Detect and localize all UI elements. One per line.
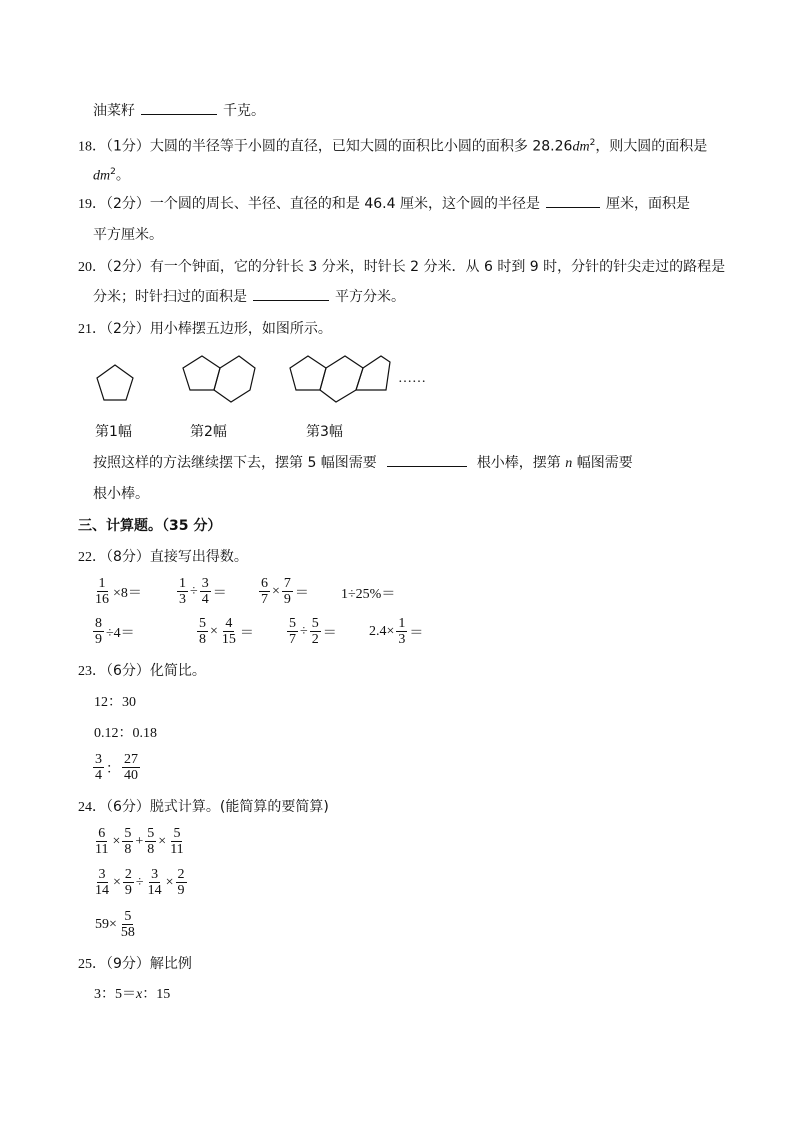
q21-caption-1: 第1幅 [95, 424, 132, 440]
q18-unit-2: dm [93, 168, 111, 184]
q22-item-a3: $\frac{6}{7}$ × $\frac{7}{9}$ ＝ [261, 576, 309, 607]
q22-item-b3: $\frac{5}{7}$ ÷ $\frac{5}{2}$ ＝ [289, 616, 337, 647]
q22-item-a4: 1÷25%＝ [341, 587, 396, 602]
q21-text-b: 根小棒，摆第 [476, 455, 561, 471]
q18-line2 [93, 163, 130, 186]
q17-tail [93, 102, 265, 120]
q19-line1 [78, 195, 690, 214]
q18-sup-2: 2 [110, 167, 116, 177]
q21-text-c: 幅图需要 [576, 455, 633, 471]
q19-text-2: 平方厘米。 [93, 227, 163, 243]
pentagon-fig3-right [356, 356, 390, 390]
q19-number: 19． [78, 197, 106, 212]
q22-item-a1: $\frac{1}{16}$ ×8＝ [95, 576, 142, 607]
q20-answer-blank[interactable] [253, 288, 329, 301]
q23-text: 化简比。 [149, 663, 206, 679]
q21-line2 [93, 454, 633, 473]
q25-number: 25． [78, 957, 106, 972]
q21-text-a: 按照这样的方法继续摆下去，摆第 5 幅图需要 [93, 455, 377, 471]
q24-score: （6分） [106, 799, 150, 815]
q18-number: 18． [78, 139, 106, 155]
q17-text-tail: 千克。 [223, 103, 265, 119]
q18-sup: 2 [589, 138, 596, 148]
q22-number: 22． [78, 550, 106, 565]
q19-text: 一个圆的周长、半径、直径的和是 46.4 厘米，这个圆的半径是 [149, 196, 540, 212]
q18-score: （1分） [106, 138, 150, 155]
q22-score: （8分） [106, 549, 150, 565]
q23-ratio-1: 12：30 [94, 695, 136, 710]
q20-text-2a: 分米；时针扫过的面积是 [93, 289, 247, 305]
q25-score: （9分） [106, 956, 150, 972]
q24-expr-3: 59× $\frac{5}{58}$ [95, 909, 135, 940]
q23-number: 23． [78, 664, 106, 679]
q22-item-b2: $\frac{5}{8}$ × $\frac{4}{15}$ ＝ [199, 616, 254, 647]
pentagon-fig3-left [290, 356, 326, 390]
q21-answer-blank[interactable] [387, 454, 467, 467]
q25-eq-right: ：15 [142, 987, 171, 1002]
q21-dots: …… [398, 371, 426, 386]
pentagon-fig2-left [183, 356, 220, 390]
q21-number: 21． [78, 322, 106, 337]
q24-expr-2: $\frac{3}{14}$ × $\frac{2}{9}$ ÷ $\frac{3}{14}$ × $\frac{2}{9}$ [95, 867, 185, 898]
q18-unit: dm [572, 139, 590, 155]
q19-answer-blank[interactable] [546, 195, 600, 208]
section3-title: 三、计算题。（35 分） [78, 518, 222, 534]
q17-text: 油菜籽 [93, 103, 135, 119]
q20-line2 [93, 288, 405, 306]
q21-text-3: 根小棒。 [93, 486, 149, 502]
q22-item-b4: 2.4× $\frac{1}{3}$ ＝ [369, 616, 424, 647]
q18-tail-2: 。 [115, 167, 130, 184]
q23-score: （6分） [106, 663, 150, 679]
q20-text: 有一个钟面，它的分针长 3 分米，时针长 2 分米．从 6 时到 9 时，分针的针尖走过的路程是 [149, 259, 726, 275]
q21-n: n [565, 456, 573, 471]
q20-text-2b: 平方分米。 [335, 289, 405, 305]
pentagon-fig1 [97, 365, 133, 400]
q21-line3 [93, 485, 149, 503]
q20-number: 20． [78, 260, 106, 275]
q24-line1 [78, 798, 329, 817]
q25-line1 [78, 955, 192, 974]
q21-line1 [78, 320, 332, 339]
q21-caption-2: 第2幅 [190, 424, 227, 440]
q25-text: 解比例 [149, 956, 192, 972]
q18-text: 大圆的半径等于小圆的直径，已知大圆的面积比小圆的面积多 28.26 [149, 138, 573, 155]
q22-item-a2: $\frac{1}{3}$ ÷ $\frac{3}{4}$ ＝ [179, 576, 227, 607]
q19-score: （2分） [106, 196, 150, 212]
q18-tail: ，则大圆的面积是 [595, 138, 708, 155]
q23-ratio-3: $\frac{3}{4}$ ： $\frac{27}{40}$ [95, 752, 138, 783]
q25-x: x [136, 987, 143, 1002]
pentagon-fig3-middle [320, 356, 363, 402]
pentagon-figures [90, 350, 410, 410]
q19-text-b: 厘米，面积是 [606, 196, 690, 212]
q22-line1 [78, 548, 248, 567]
q25-eq-left: 3：5＝ [94, 987, 136, 1002]
q21-score: （2分） [106, 321, 150, 337]
q23-ratio-2: 0.12：0.18 [94, 726, 157, 741]
q24-number: 24． [78, 800, 106, 815]
q20-score: （2分） [106, 259, 150, 275]
q17-answer-blank[interactable] [141, 102, 217, 115]
q23-line1 [78, 662, 206, 681]
q21-text: 用小棒摆五边形，如图所示。 [149, 321, 332, 337]
q20-line1 [78, 258, 725, 277]
pentagon-fig2-right [214, 356, 255, 402]
q22-item-b1: $\frac{8}{9}$ ÷4＝ [95, 616, 135, 647]
q22-text: 直接写出得数。 [149, 549, 248, 565]
q18-line1 [78, 134, 707, 157]
q19-line2 [93, 226, 163, 244]
q25-equation [94, 986, 170, 1004]
q24-text: 脱式计算。(能简算的要简算) [149, 799, 329, 815]
q21-caption-3: 第3幅 [306, 424, 343, 440]
q24-expr-1: $\frac{6}{11}$ × $\frac{5}{8}$ + $\frac{5}{8}$ × $\frac{5}{11}$ [95, 826, 184, 857]
